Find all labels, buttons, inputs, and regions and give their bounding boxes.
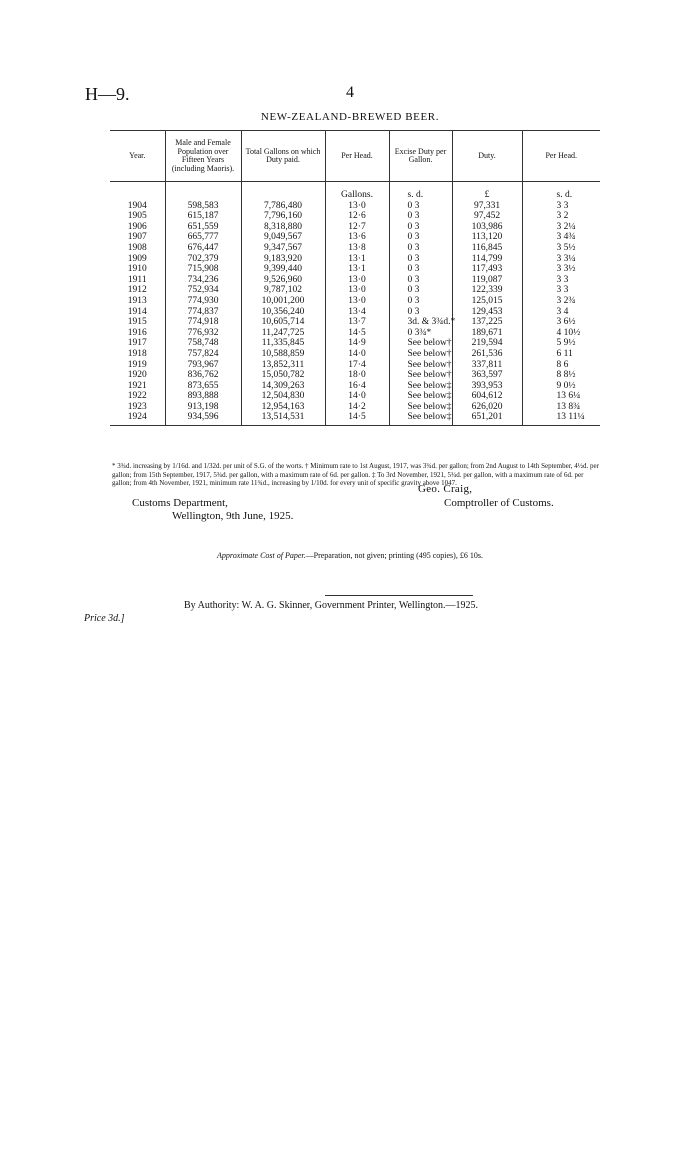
table-row [110,243,600,254]
cell-per-head-gallons: 13·0 [325,275,389,286]
cell-year: 1915 [110,317,165,328]
cost-label: Approximate Cost of Paper. [217,551,306,560]
cell-total-gallons: 10,605,714 [241,317,325,328]
cell-population: 702,379 [165,254,241,265]
cell-total-gallons: 13,852,311 [241,360,325,371]
cell-duty: 114,799 [452,254,522,265]
cell-per-head-gallons: 12·6 [325,211,389,222]
table-row [110,254,600,265]
cell-population: 651,559 [165,222,241,233]
cell-per-head-gallons: 12·7 [325,222,389,233]
cell-duty: 97,331 [452,201,522,212]
cell-year: 1921 [110,381,165,392]
cell-per-head-money: 13 8¾ [556,401,581,412]
cell-excise-duty: 0 3 [389,254,452,265]
cell-year: 1923 [110,402,165,413]
cell-year: 1910 [110,264,165,275]
location-department: Customs Department, [132,497,228,509]
cell-duty: 261,536 [452,349,522,360]
cell-per-head-money: 3 3 [556,274,569,285]
cell-population: 615,187 [165,211,241,222]
cell-population: 913,198 [165,402,241,413]
document-code: H—9. [85,84,130,104]
cell-population: 598,583 [165,201,241,212]
cell-per-head-gallons: 13·0 [325,201,389,212]
cell-duty: 137,225 [452,317,522,328]
printer-authority: By Authority: W. A. G. Skinner, Government Printer, Wellington.—1925. [184,600,479,611]
cell-year: 1911 [110,275,165,286]
cell-per-head-gallons: 17·4 [325,360,389,371]
table-row [110,381,600,392]
cell-population: 893,888 [165,391,241,402]
cell-total-gallons: 10,588,859 [241,349,325,360]
cell-year: 1913 [110,296,165,307]
cell-excise-duty: 3d. & 3¾d.* [389,317,452,328]
cell-excise-duty: See below‡ [389,391,452,402]
col-header-per-head-money: Per Head. [522,131,600,182]
cell-total-gallons: 12,504,830 [241,391,325,402]
cell-per-head-gallons: 13·0 [325,285,389,296]
cell-excise-duty: 0 3 [389,275,452,286]
cell-year: 1918 [110,349,165,360]
cell-total-gallons: 13,514,531 [241,412,325,425]
beer-statistics-table [110,130,600,426]
table-row [110,285,600,296]
cell-population: 734,236 [165,275,241,286]
cell-year: 1904 [110,201,165,212]
cell-population: 758,748 [165,338,241,349]
table-spacer-row [110,182,600,191]
cell-excise-duty: See below† [389,338,452,349]
cell-per-head-gallons: 18·0 [325,370,389,381]
cost-of-paper [0,551,700,560]
table-row [110,296,600,307]
cost-text: —Preparation, not given; printing (495 copies), £6 10s. [305,551,483,560]
cell-excise-duty: 0 3 [389,201,452,212]
cell-total-gallons: 9,049,567 [241,232,325,243]
table-title: NEW-ZEALAND-BREWED BEER. [260,111,440,123]
table-row [110,360,600,371]
unit-excise: s. d. [389,190,452,201]
cell-population: 676,447 [165,243,241,254]
cell-excise-duty: See below† [389,349,452,360]
footnotes: * 3¾d. increasing by 1/16d. and 1/32d. per unit of S.G. of the worts. † Minimum rate to 1st August, 1917, was 3¾d. per gallon; from 2nd August to 14th September, 4½d. per gallon; from 15th September, 1917, 5¾d. per gallon, with a maximum rate of 6d. per gallon. ‡ To 3rd November, 1921, 5¾d. per gallon, with a maximum rate of 6d. per gallon; from 4th November, 1921, minimum rate 11¾d., increasing by 1/10d. for every unit of specific gravity above 1047. [112,462,599,488]
cell-per-head-money: 13 11¼ [522,412,600,425]
table-row [110,402,600,413]
cell-population: 793,967 [165,360,241,371]
cell-per-head-gallons: 13·0 [325,296,389,307]
page-number: 4 [346,84,354,101]
table-row [110,317,600,328]
cell-excise-duty: 0 3 [389,243,452,254]
cell-total-gallons: 9,183,920 [241,254,325,265]
cell-excise-duty: See below† [389,360,452,371]
table-row [110,412,600,425]
cell-per-head-gallons: 14·0 [325,349,389,360]
cell-duty: 117,493 [452,264,522,275]
cell-total-gallons: 8,318,880 [241,222,325,233]
cell-per-head-money: 13 6¼ [556,391,581,402]
cell-year: 1914 [110,307,165,318]
cell-year: 1919 [110,360,165,371]
cell-duty: 337,811 [452,360,522,371]
cell-duty: 125,015 [452,296,522,307]
cell-excise-duty: See below‡ [389,381,452,392]
cell-excise-duty: 0 3 [389,222,452,233]
col-header-total-gallons: Total Gallons on which Duty paid. [241,131,325,182]
cell-total-gallons: 14,309,263 [241,381,325,392]
cell-year: 1907 [110,232,165,243]
cell-population: 934,596 [165,412,241,425]
price: Price 3d.] [84,613,125,624]
cell-per-head-money: 3 2¾ [556,295,576,306]
cell-population: 774,837 [165,307,241,318]
cell-population: 873,655 [165,381,241,392]
cell-excise-duty: See below‡ [389,412,452,425]
cell-year: 1905 [110,211,165,222]
cell-per-head-gallons: 13·8 [325,243,389,254]
col-header-per-head-gallons: Per Head. [325,131,389,182]
cell-excise-duty: 0 3 [389,307,452,318]
unit-duty: £ [452,190,522,201]
table-row [110,370,600,381]
cell-per-head-money: 3 4¾ [556,232,576,243]
cell-population: 774,930 [165,296,241,307]
cell-per-head-gallons: 14·9 [325,338,389,349]
cell-excise-duty: See below† [389,370,452,381]
table-row [110,307,600,318]
table-row [110,211,600,222]
cell-per-head-money: 8 8½ [556,370,576,381]
cell-per-head-money: 3 4 [556,306,569,317]
cell-duty: 119,087 [452,275,522,286]
cell-total-gallons: 11,247,725 [241,328,325,339]
cell-total-gallons: 9,347,567 [241,243,325,254]
cell-duty: 97,452 [452,211,522,222]
table-row [110,349,600,360]
cell-per-head-money: 3 2 [556,211,569,222]
unit-gallons: Gallons. [325,190,389,201]
table-row [110,232,600,243]
col-header-year: Year. [110,131,165,182]
cell-per-head-gallons: 14·5 [325,328,389,339]
cell-per-head-money: 9 0½ [556,380,576,391]
cell-per-head-money: 3 3¼ [556,253,576,264]
cell-excise-duty: 0 3 [389,232,452,243]
cell-per-head-money: 5 9½ [556,338,576,349]
table-row [110,391,600,402]
cell-total-gallons: 9,399,440 [241,264,325,275]
cell-per-head-gallons: 14·2 [325,402,389,413]
table-row [110,275,600,286]
cell-per-head-gallons: 14·5 [325,412,389,425]
cell-year: 1917 [110,338,165,349]
cell-excise-duty: See below‡ [389,402,452,413]
cell-excise-duty: 0 3 [389,211,452,222]
cell-duty: 113,120 [452,232,522,243]
cell-year: 1922 [110,391,165,402]
cell-population: 665,777 [165,232,241,243]
cell-excise-duty: 0 3 [389,285,452,296]
cell-excise-duty: 0 3 [389,296,452,307]
table-row [110,328,600,339]
cell-total-gallons: 10,356,240 [241,307,325,318]
cell-per-head-money: 3 6½ [556,317,576,328]
cell-per-head-gallons: 13·1 [325,254,389,265]
cell-per-head-gallons: 14·0 [325,391,389,402]
cell-per-head-gallons: 13·4 [325,307,389,318]
table-header-row [110,131,600,182]
cell-per-head-gallons: 13·6 [325,232,389,243]
unit-per-head-money: s. d. [556,190,573,200]
col-header-duty: Duty. [452,131,522,182]
cell-per-head-money: 4 10½ [556,327,581,338]
table-units-row [110,190,600,201]
cell-population: 715,908 [165,264,241,275]
signatory-title: Comptroller of Customs. [444,497,554,509]
cell-per-head-money: 3 3 [556,200,569,211]
cell-year: 1906 [110,222,165,233]
cell-total-gallons: 9,526,960 [241,275,325,286]
cell-year: 1920 [110,370,165,381]
cell-population: 774,918 [165,317,241,328]
cell-total-gallons: 7,796,160 [241,211,325,222]
cell-per-head-money: 3 3 [556,285,569,296]
cell-year: 1916 [110,328,165,339]
cell-per-head-money: 6 11 [556,348,573,359]
cell-duty: 116,845 [452,243,522,254]
cell-population: 752,934 [165,285,241,296]
cell-total-gallons: 15,050,782 [241,370,325,381]
cell-total-gallons: 11,335,845 [241,338,325,349]
cell-duty: 122,339 [452,285,522,296]
table-row [110,338,600,349]
cell-excise-duty: 0 3 [389,264,452,275]
cell-year: 1909 [110,254,165,265]
cell-duty: 189,671 [452,328,522,339]
cell-duty: 393,953 [452,381,522,392]
cell-population: 836,762 [165,370,241,381]
cell-total-gallons: 7,786,480 [241,201,325,212]
location-date: Wellington, 9th June, 1925. [172,510,294,522]
cell-duty: 219,594 [452,338,522,349]
cell-duty: 129,453 [452,307,522,318]
cell-population: 776,932 [165,328,241,339]
cell-excise-duty: 0 3¾* [389,328,452,339]
cell-year: 1924 [110,412,165,425]
cell-duty: 363,597 [452,370,522,381]
cell-duty: 103,986 [452,222,522,233]
cell-per-head-gallons: 13·7 [325,317,389,328]
cell-total-gallons: 12,954,163 [241,402,325,413]
cell-per-head-money: 3 2¼ [556,221,576,232]
table-row [110,222,600,233]
signatory-name: Geo. Craig, [418,483,473,495]
cell-duty: 604,612 [452,391,522,402]
table-row [110,264,600,275]
col-header-population: Male and Female Population over Fifteen Years (including Maoris). [165,131,241,182]
cell-per-head-money: 3 3½ [556,264,576,275]
table-row [110,201,600,212]
cell-total-gallons: 9,787,102 [241,285,325,296]
cell-per-head-gallons: 13·1 [325,264,389,275]
cell-population: 757,824 [165,349,241,360]
cell-per-head-gallons: 16·4 [325,381,389,392]
cell-year: 1908 [110,243,165,254]
cell-per-head-money: 8 6 [556,359,569,370]
cell-duty: 626,020 [452,402,522,413]
cell-total-gallons: 10,001,200 [241,296,325,307]
col-header-excise-duty: Excise Duty per Gallon. [389,131,452,182]
cell-per-head-money: 3 5½ [556,242,576,253]
divider-rule [325,595,473,596]
cell-year: 1912 [110,285,165,296]
cell-duty: 651,201 [452,412,522,425]
